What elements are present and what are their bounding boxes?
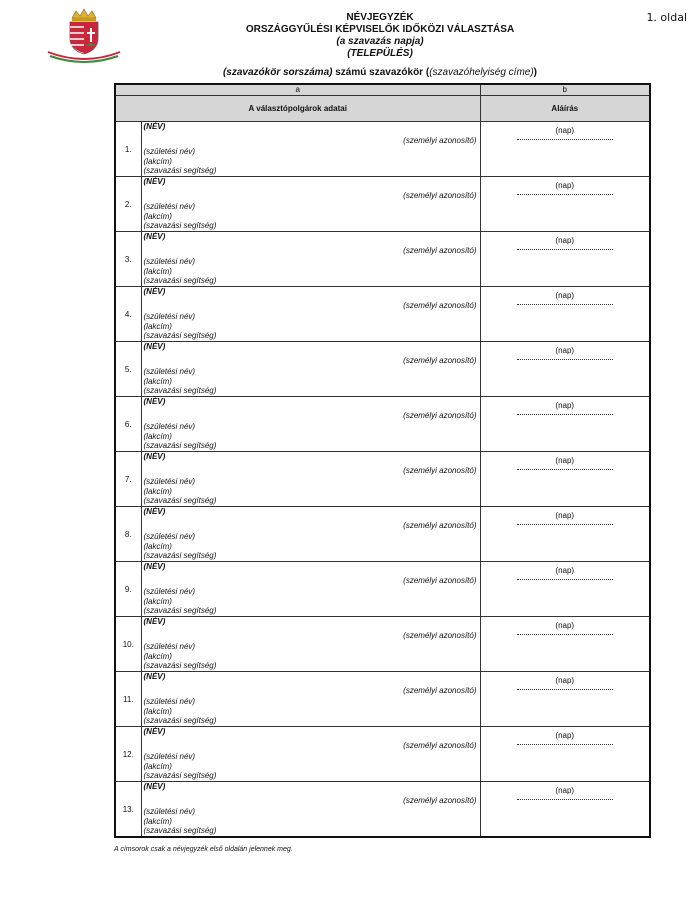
row-number: 2. [115, 177, 141, 232]
voter-data-cell [141, 287, 480, 342]
personal-id-field: (személyi azonosító) [403, 796, 477, 805]
voter-row [115, 452, 650, 507]
personal-id-field: (személyi azonosító) [403, 411, 477, 420]
personal-id-field: (személyi azonosító) [403, 576, 477, 585]
signature-cell[interactable] [480, 287, 650, 342]
personal-id-field: (személyi azonosító) [403, 631, 477, 640]
signature-cell[interactable] [480, 452, 650, 507]
birth-name-field: (születési név) [143, 752, 196, 761]
name-field: (NÉV) [143, 287, 166, 296]
address-field: (lakcím) [143, 321, 172, 331]
settlement-placeholder: (TELEPÜLÉS) [347, 48, 413, 59]
voter-row [115, 122, 650, 177]
signature-cell[interactable] [480, 342, 650, 397]
birth-name-field: (születési név) [143, 367, 196, 376]
voter-data-cell [141, 342, 480, 397]
signature-date-label: (nap) [555, 511, 575, 520]
name-field: (NÉV) [143, 122, 166, 131]
voting-assistance-field: (szavazási segítség) [143, 606, 217, 615]
birth-name-field: (születési név) [143, 147, 196, 156]
signature-cell[interactable] [480, 562, 650, 617]
signature-date-label: (nap) [555, 621, 575, 630]
signature-cell[interactable] [480, 397, 650, 452]
voting-assistance-field: (szavazási segítség) [143, 441, 217, 450]
voting-assistance-field: (szavazási segítség) [143, 331, 217, 340]
signature-date-label: (nap) [555, 126, 575, 135]
voter-row [115, 617, 650, 672]
column-b-title: Aláírás [480, 96, 650, 122]
voting-assistance-field: (szavazási segítség) [143, 276, 217, 285]
name-field: (NÉV) [143, 562, 166, 571]
row-number: 6. [115, 397, 141, 452]
birth-name-field: (születési név) [143, 697, 196, 706]
signature-date-label: (nap) [555, 401, 575, 410]
voter-data-cell [141, 727, 480, 782]
voter-details [144, 642, 217, 671]
signature-line [517, 411, 614, 415]
personal-id-field: (személyi azonosító) [403, 466, 477, 475]
row-number: 4. [115, 287, 141, 342]
personal-id-field: (személyi azonosító) [403, 741, 477, 750]
election-title: ORSZÁGGYŰLÉSI KÉPVISELŐK IDŐKÖZI VÁLASZTÁSA [245, 24, 515, 35]
voter-details [144, 477, 217, 506]
voter-details [144, 532, 217, 561]
name-field: (NÉV) [143, 177, 166, 186]
signature-line [517, 356, 614, 360]
signature-line [517, 466, 614, 470]
voter-row [115, 507, 650, 562]
row-number: 8. [115, 507, 141, 562]
address-field: (lakcím) [143, 651, 172, 661]
voting-assistance-field: (szavazási segítség) [143, 551, 217, 560]
document-title: NÉVJEGYZÉK [346, 12, 414, 23]
voter-row [115, 562, 650, 617]
voter-details [144, 422, 217, 451]
signature-cell[interactable] [480, 617, 650, 672]
birth-name-field: (születési név) [143, 587, 196, 596]
address-field: (lakcím) [143, 431, 172, 441]
district-address-placeholder: (szavazóhelyiség címe) [429, 67, 534, 78]
signature-line [517, 136, 614, 140]
column-a-letter: a [115, 84, 480, 96]
name-field: (NÉV) [143, 452, 166, 461]
birth-name-field: (születési név) [143, 257, 196, 266]
voter-data-cell [141, 452, 480, 507]
name-field: (NÉV) [143, 782, 166, 791]
signature-date-label: (nap) [555, 566, 575, 575]
row-number: 1. [115, 122, 141, 177]
election-date-placeholder: (a szavazás napja) [336, 36, 424, 47]
signature-cell[interactable] [480, 672, 650, 727]
address-field: (lakcím) [143, 541, 172, 551]
voter-details [144, 807, 217, 836]
voter-data-cell [141, 507, 480, 562]
birth-name-field: (születési név) [143, 422, 196, 431]
personal-id-field: (személyi azonosító) [403, 301, 477, 310]
row-number: 5. [115, 342, 141, 397]
voter-row [115, 342, 650, 397]
birth-name-field: (születési név) [143, 532, 196, 541]
page-number: 1. oldal [646, 11, 687, 24]
signature-date-label: (nap) [555, 731, 575, 740]
voter-row [115, 177, 650, 232]
row-number: 3. [115, 232, 141, 287]
voter-row [115, 782, 650, 838]
address-field: (lakcím) [143, 486, 172, 496]
row-number: 9. [115, 562, 141, 617]
signature-date-label: (nap) [555, 346, 575, 355]
signature-cell[interactable] [480, 232, 650, 287]
address-field: (lakcím) [143, 596, 172, 606]
voter-row [115, 287, 650, 342]
voter-data-cell [141, 122, 480, 177]
voter-details [144, 202, 217, 231]
voter-data-cell [141, 562, 480, 617]
voter-details [144, 312, 217, 341]
signature-line [517, 521, 614, 525]
voter-row [115, 232, 650, 287]
row-number: 7. [115, 452, 141, 507]
voter-row [115, 672, 650, 727]
voting-assistance-field: (szavazási segítség) [143, 386, 217, 395]
birth-name-field: (születési név) [143, 642, 196, 651]
voter-details [144, 257, 217, 286]
signature-date-label: (nap) [555, 181, 575, 190]
voter-details [144, 367, 217, 396]
voter-data-cell [141, 177, 480, 232]
voting-assistance-field: (szavazási segítség) [143, 166, 217, 175]
district-number-placeholder: (szavazókör sorszáma) [222, 67, 333, 78]
signature-line [517, 576, 614, 580]
signature-cell[interactable] [480, 507, 650, 562]
address-field: (lakcím) [143, 761, 172, 771]
address-field: (lakcím) [143, 266, 172, 276]
signature-cell[interactable] [480, 122, 650, 177]
signature-line [517, 686, 614, 690]
district-label: számú szavazókör ( [332, 67, 430, 78]
column-title-row [115, 96, 650, 122]
column-letter-row [115, 84, 650, 96]
name-field: (NÉV) [143, 727, 166, 736]
name-field: (NÉV) [143, 232, 166, 241]
signature-line [517, 191, 614, 195]
name-field: (NÉV) [143, 617, 166, 626]
voting-assistance-field: (szavazási segítség) [143, 826, 217, 835]
voter-data-cell [141, 782, 480, 838]
signature-line [517, 741, 614, 745]
voting-assistance-field: (szavazási segítség) [143, 661, 217, 670]
voter-data-cell [141, 617, 480, 672]
voter-row [115, 727, 650, 782]
birth-name-field: (születési név) [143, 477, 196, 486]
signature-line [517, 246, 614, 250]
row-number: 10. [115, 617, 141, 672]
voter-data-cell [141, 672, 480, 727]
footnote: A címsorok csak a névjegyzék első oldalán jelennek meg. [114, 846, 293, 853]
birth-name-field: (születési név) [143, 807, 196, 816]
birth-name-field: (születési név) [143, 312, 196, 321]
signature-date-label: (nap) [555, 786, 575, 795]
personal-id-field: (személyi azonosító) [403, 191, 477, 200]
personal-id-field: (személyi azonosító) [403, 356, 477, 365]
row-number: 11. [115, 672, 141, 727]
voting-assistance-field: (szavazási segítség) [143, 716, 217, 725]
address-field: (lakcím) [143, 376, 172, 386]
signature-line [517, 631, 614, 635]
voter-details [144, 587, 217, 616]
polling-district-line [120, 67, 640, 78]
voting-assistance-field: (szavazási segítség) [143, 496, 217, 505]
birth-name-field: (születési név) [143, 202, 196, 211]
personal-id-field: (személyi azonosító) [403, 521, 477, 530]
voter-details [144, 147, 217, 176]
name-field: (NÉV) [143, 507, 166, 516]
name-field: (NÉV) [143, 342, 166, 351]
row-number: 12. [115, 727, 141, 782]
district-close: ) [533, 67, 538, 78]
voter-details [144, 697, 217, 726]
personal-id-field: (személyi azonosító) [403, 686, 477, 695]
personal-id-field: (személyi azonosító) [403, 136, 477, 145]
voting-assistance-field: (szavazási segítség) [143, 771, 217, 780]
name-field: (NÉV) [143, 672, 166, 681]
signature-cell[interactable] [480, 177, 650, 232]
signature-date-label: (nap) [555, 236, 575, 245]
voter-details [144, 752, 217, 781]
signature-date-label: (nap) [555, 676, 575, 685]
signature-line [517, 796, 614, 800]
column-b-letter: b [480, 84, 650, 96]
signature-date-label: (nap) [555, 456, 575, 465]
row-number: 13. [115, 782, 141, 838]
signature-cell[interactable] [480, 782, 650, 838]
voter-row [115, 397, 650, 452]
column-a-title: A választópolgárok adatai [115, 96, 480, 122]
personal-id-field: (személyi azonosító) [403, 246, 477, 255]
voter-data-cell [141, 232, 480, 287]
address-field: (lakcím) [143, 816, 172, 826]
name-field: (NÉV) [143, 397, 166, 406]
signature-date-label: (nap) [555, 291, 575, 300]
voting-assistance-field: (szavazási segítség) [143, 221, 217, 230]
signature-cell[interactable] [480, 727, 650, 782]
document-header [200, 12, 560, 60]
coat-of-arms-icon [46, 8, 122, 66]
address-field: (lakcím) [143, 211, 172, 221]
signature-line [517, 301, 614, 305]
address-field: (lakcím) [143, 156, 172, 166]
voter-roll-table [114, 83, 651, 838]
voter-data-cell [141, 397, 480, 452]
address-field: (lakcím) [143, 706, 172, 716]
